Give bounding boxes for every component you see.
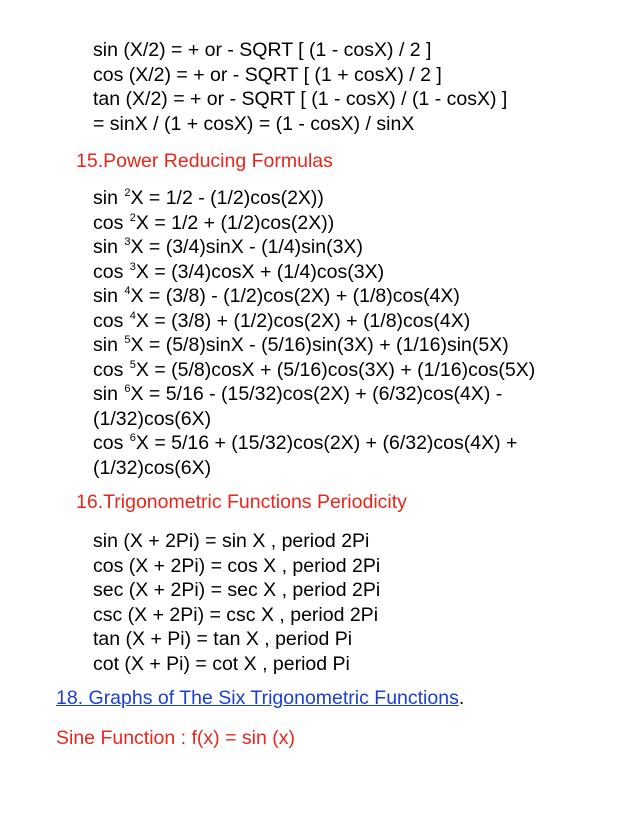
formula-line: cos $^3$X = (3/4)cosX + (1/4)cos(3X) bbox=[93, 260, 385, 283]
section-heading-periodicity: 16.Trigonometric Functions Periodicity bbox=[76, 491, 407, 513]
formula-line: (1/32)cos(6X) bbox=[93, 407, 212, 430]
formula-line: = sinX / (1 + cosX) = (1 - cosX) / sinX bbox=[93, 112, 415, 135]
section-18-line bbox=[56, 686, 464, 710]
formula-line: sin $^5$X = (5/8)sinX - (5/16)sin(3X) + (1/16)sin(5X) bbox=[93, 334, 509, 356]
formula-line: sin $^6$X = 5/16 - (15/32)cos(2X) + (6/32)cos(4X) - bbox=[93, 383, 503, 405]
formula-line: tan (X + Pi) = tan X , period Pi bbox=[93, 628, 353, 650]
formula-line: cos $^6$X = 5/16 + (15/32)cos(2X) + (6/32)cos(4X) + bbox=[93, 432, 518, 454]
link-trailing-period: . bbox=[458, 687, 465, 709]
periodicity-formulas bbox=[93, 529, 613, 676]
formula-line: sin (X/2) = + or - SQRT [ (1 - cosX) / 2 ] bbox=[93, 39, 432, 61]
formula-line: tan (X/2) = + or - SQRT [ (1 - cosX) / (1 - cosX) ] bbox=[93, 88, 508, 110]
formula-line: cos (X/2) = + or - SQRT [ (1 + cosX) / 2 ] bbox=[93, 63, 442, 86]
formula-line: cos $^4$X = (3/8) + (1/2)cos(2X) + (1/8)cos(4X) bbox=[93, 309, 471, 332]
sine-function-heading: Sine Function : f(x) = sin (x) bbox=[56, 727, 295, 749]
formula-line: sec (X + 2Pi) = sec X , period 2Pi bbox=[93, 579, 381, 601]
formula-line: sin $^2$X = 1/2 - (1/2)cos(2X)) bbox=[93, 187, 324, 209]
half-angle-formulas bbox=[93, 38, 613, 136]
graphs-link[interactable]: 18. Graphs of The Six Trigonometric Functions bbox=[56, 687, 459, 709]
formula-line: sin $^4$X = (3/8) - (1/2)cos(2X) + (1/8)cos(4X) bbox=[93, 285, 460, 307]
formula-line: (1/32)cos(6X) bbox=[93, 456, 212, 479]
formula-line: cos $^2$X = 1/2 + (1/2)cos(2X)) bbox=[93, 211, 335, 234]
formula-line: sin $^3$X = (3/4)sinX - (1/4)sin(3X) bbox=[93, 236, 363, 258]
power-reducing-formulas bbox=[93, 186, 613, 480]
formula-line: cot (X + Pi) = cot X , period Pi bbox=[93, 652, 350, 675]
formula-line: cos $^5$X = (5/8)cosX + (5/16)cos(3X) + (1/16)cos(5X) bbox=[93, 358, 536, 381]
formula-line: csc (X + 2Pi) = csc X , period 2Pi bbox=[93, 603, 379, 626]
formula-line: cos (X + 2Pi) = cos X , period 2Pi bbox=[93, 554, 381, 577]
formula-line: sin (X + 2Pi) = sin X , period 2Pi bbox=[93, 530, 370, 552]
section-heading-power-reducing: 15.Power Reducing Formulas bbox=[76, 150, 333, 172]
